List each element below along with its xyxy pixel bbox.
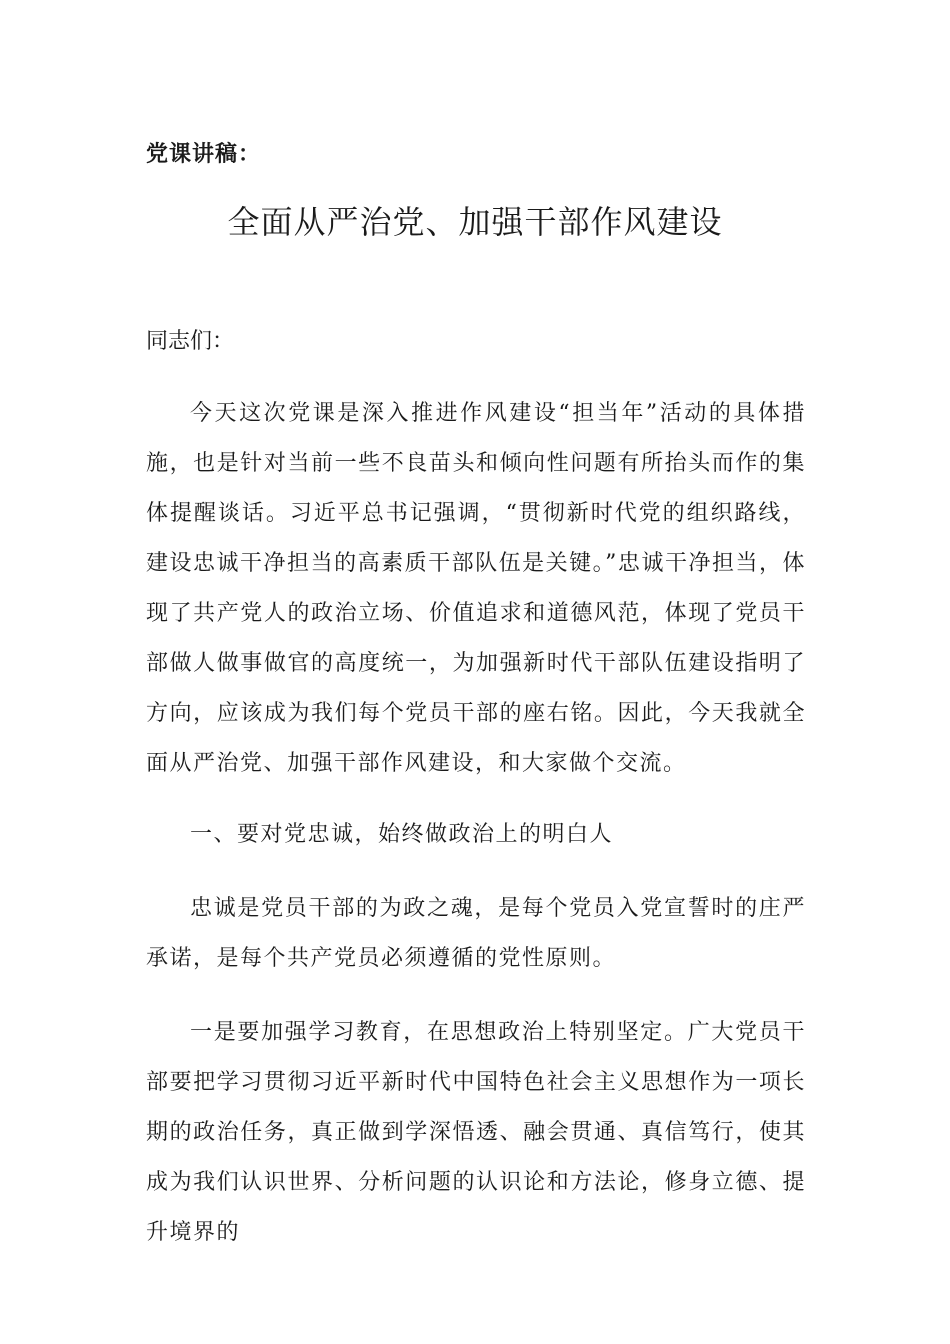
paragraph-intro: 今天这次党课是深入推进作风建设“担当年”活动的具体措施，也是针对当前一些不良苗头和倾向性问题有所抬头而作的集体提醒谈话。习近平总书记强调，“贯彻新时代党的组织路线，建设忠诚干净担当的高素质干部队伍是关键。”忠诚干净担当，体现了共产党人的政治立场、价值追求和道德风范，体现了党员干部做人做事做官的高度统一，为加强新时代干部队伍建设指明了方向，应该成为我们每个党员干部的座右铭。因此，今天我就全面从严治党、加强干部作风建设，和大家做个交流。 (146, 401, 806, 776)
paragraph-study: 一是要加强学习教育，在思想政治上特别坚定。广大党员干部要把学习贯彻习近平新时代中国特色社会主义思想作为一项长期的政治任务，真正做到学深悟透、融会贯通、真信笃行，使其成为我们认识世界、分析问题的认识论和方法论，修身立德、提升境界的 (146, 1020, 806, 1245)
document-title: 全面从严治党、加强干部作风建设 (227, 203, 723, 241)
document-label: 党课讲稿： (146, 141, 262, 167)
salutation: 同志们： (146, 329, 235, 354)
paragraph-loyalty: 忠诚是党员干部的为政之魂，是每个党员入党宣誓时的庄严承诺，是每个共产党员必须遵循的党性原则。 (146, 896, 806, 971)
section-heading-1: 一、要对党忠诚，始终做政治上的明白人 (190, 822, 614, 847)
